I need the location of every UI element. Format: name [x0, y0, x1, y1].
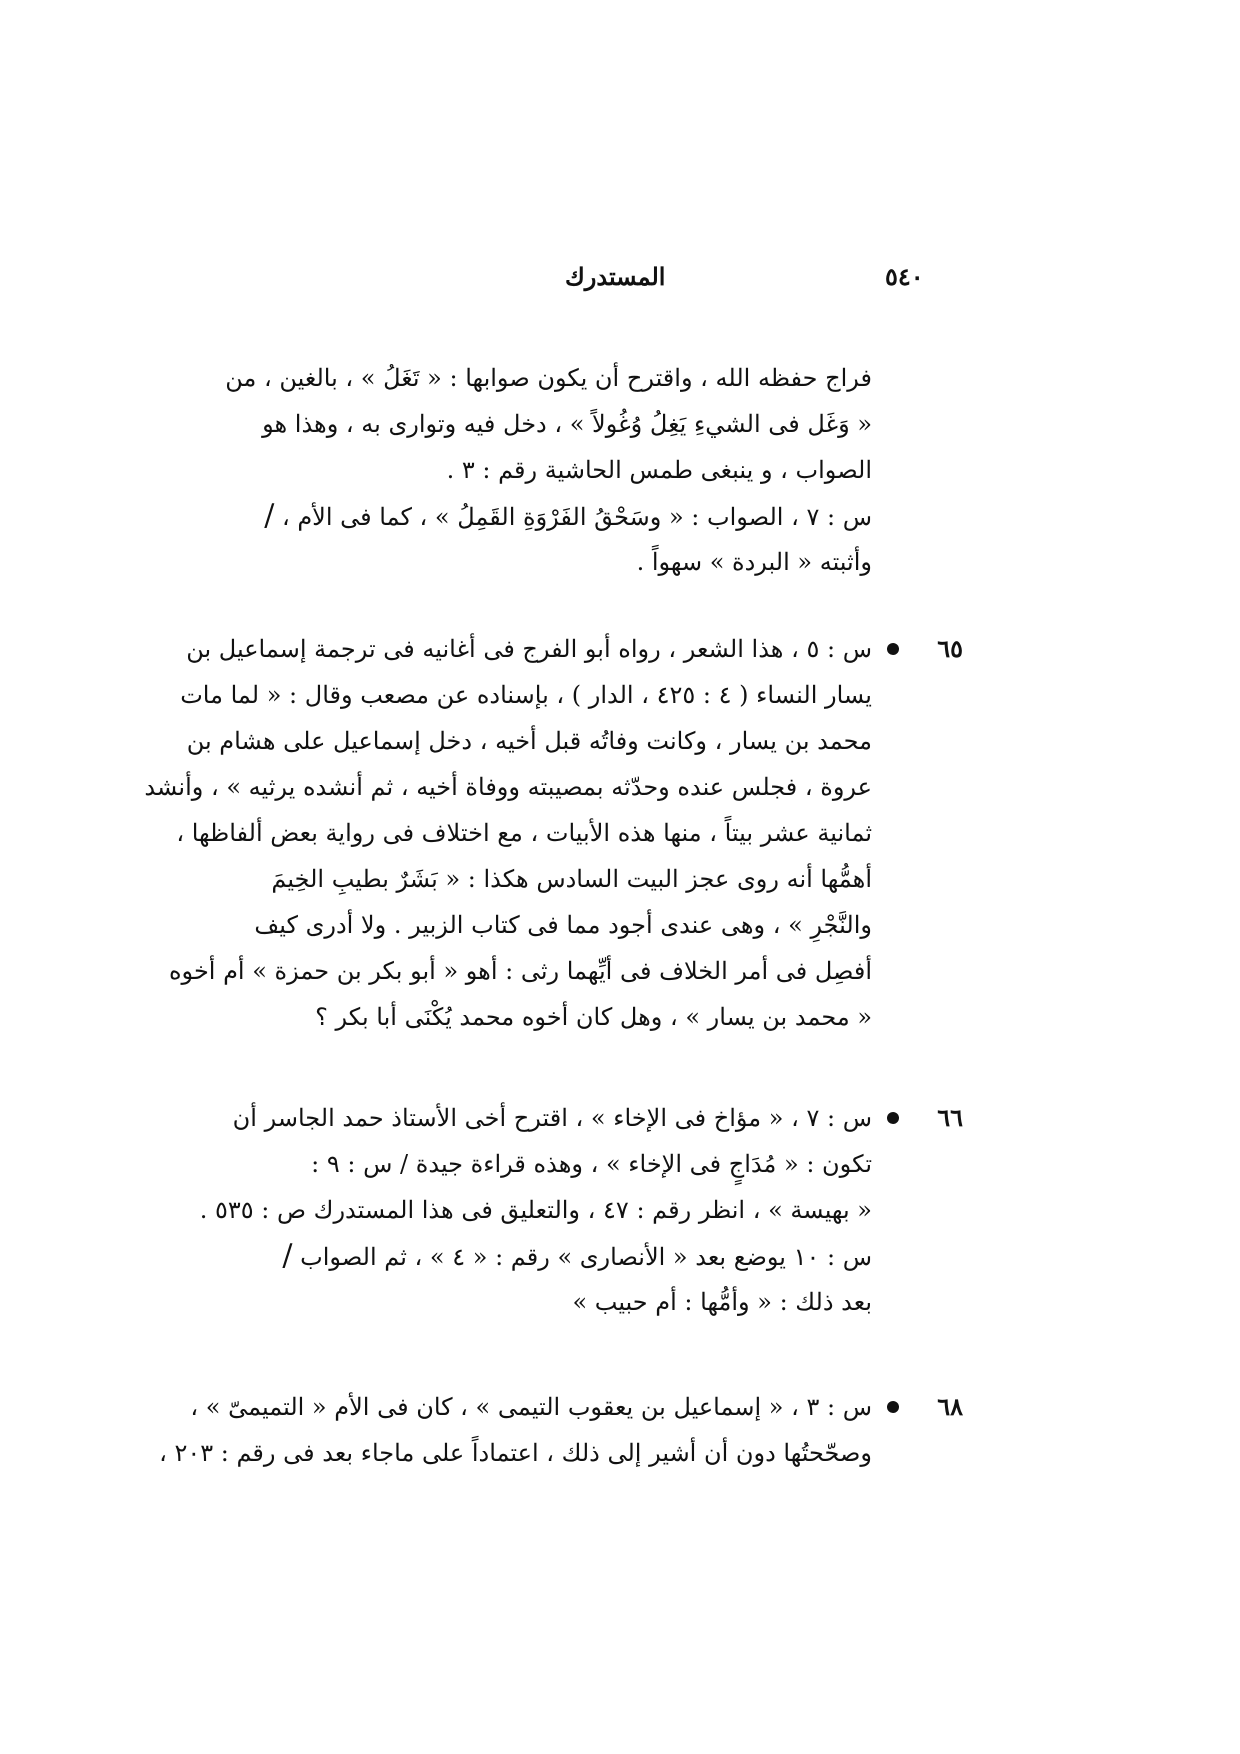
bullet-icon: [887, 643, 899, 655]
text-line: « وَغَل فى الشيءِ يَغِلُ وُغُولاً » ، دخل فيه وتوارى به ، وهذا هو: [262, 410, 872, 438]
text-line: أفصِل فى أمر الخلاف فى أيِّهما رثى : أهو « أبو بكر بن حمزة » أم أخوه: [168, 957, 872, 985]
text-line: [275, 1233, 872, 1279]
text-line: عروة ، فجلس عنده وحدّثه بمصيبته ووفاة أخيه ، ثم أنشده يرثيه » ، وأنشد: [144, 773, 872, 801]
text-line: الصواب ، و ينبغى طمس الحاشية رقم : ٣ .: [446, 456, 872, 484]
entry-marker-68: [875, 1384, 963, 1430]
text-line: والنَّجْرِ » ، وهى عندى أجود مما فى كتاب الزبير . ولا أدرى كيف: [254, 911, 872, 939]
separator-slash: /: [282, 1238, 293, 1273]
text-line: وأثبته « البردة » سهواً .: [636, 548, 872, 576]
entry-65-text: [144, 626, 872, 1040]
text-line: محمد بن يسار ، وكانت وفاتُه قبل أخيه ، دخل إسماعيل على هشام بن: [186, 727, 872, 755]
text-line: أهمُّها أنه روى عجز البيت السادس هكذا : « بَشَرٌ بطيبِ الخِيمَ: [271, 865, 872, 893]
text-segment: س : ١٠ يوضع بعد « الأنصارى » رقم : « ٤ » ، ثم الصواب: [300, 1243, 872, 1271]
bullet-icon: [887, 1112, 899, 1124]
page-header: [275, 262, 930, 302]
text-line: س : ٣ ، « إسماعيل بن يعقوب التيمى » ، كان فى الأم « التميمىّ » ،: [190, 1393, 872, 1421]
continued-note: [225, 355, 872, 585]
running-title: المستدرك: [565, 262, 666, 291]
entry-number: ٦٨: [937, 1392, 963, 1421]
text-line: تكون : « مُدَاجٍ فى الإخاء » ، وهذه قراءة جيدة / س : ٩ :: [311, 1150, 872, 1178]
text-line: بعد ذلك : « وأمُّها : أم حبيب »: [572, 1288, 872, 1316]
text-line: ثمانية عشر بيتاً ، منها هذه الأبيات ، مع اختلاف فى رواية بعض ألفاظها ،: [176, 819, 872, 847]
text-line: وصحّحتُها دون أن أشير إلى ذلك ، اعتماداً على ماجاء بعد فى رقم : ٢٠٣ ،: [159, 1439, 872, 1467]
text-line: يسار النساء ( ٤ : ٤٢٥ ، الدار ) ، بإسناده عن مصعب وقال : « لما مات: [180, 681, 872, 709]
entry-number: ٦٦: [937, 1103, 963, 1132]
entry-marker-65: [875, 626, 963, 672]
entry-68-text: [159, 1384, 872, 1476]
text-line: س : ٧ ، « مؤاخ فى الإخاء » ، اقترح أخى الأستاذ حمد الجاسر أن: [232, 1104, 872, 1132]
text-line: « بهيسة » ، انظر رقم : ٤٧ ، والتعليق فى هذا المستدرك ص : ٥٣٥ .: [199, 1196, 872, 1224]
separator-slash: /: [264, 498, 275, 533]
page-number: ٥٤٠: [885, 262, 924, 291]
text-line: س : ٥ ، هذا الشعر ، رواه أبو الفرج فى أغانيه فى ترجمة إسماعيل بن: [186, 635, 872, 663]
text-line: « محمد بن يسار » ، وهل كان أخوه محمد يُكْنَى أبا بكر ؟: [315, 1003, 872, 1031]
text-line: [264, 493, 872, 539]
text-line: فراج حفظه الله ، واقترح أن يكون صوابها : « تَغَلُ » ، بالغين ، من: [225, 364, 872, 392]
entry-number: ٦٥: [937, 634, 963, 663]
entry-66-text: [199, 1095, 872, 1325]
entry-marker-66: [875, 1095, 963, 1141]
bullet-icon: [887, 1401, 899, 1413]
text-segment: س : ٧ ، الصواب : « وسَحْقُ الفَرْوَةِ القَمِلُ » ، كما فى الأم ،: [281, 503, 872, 531]
